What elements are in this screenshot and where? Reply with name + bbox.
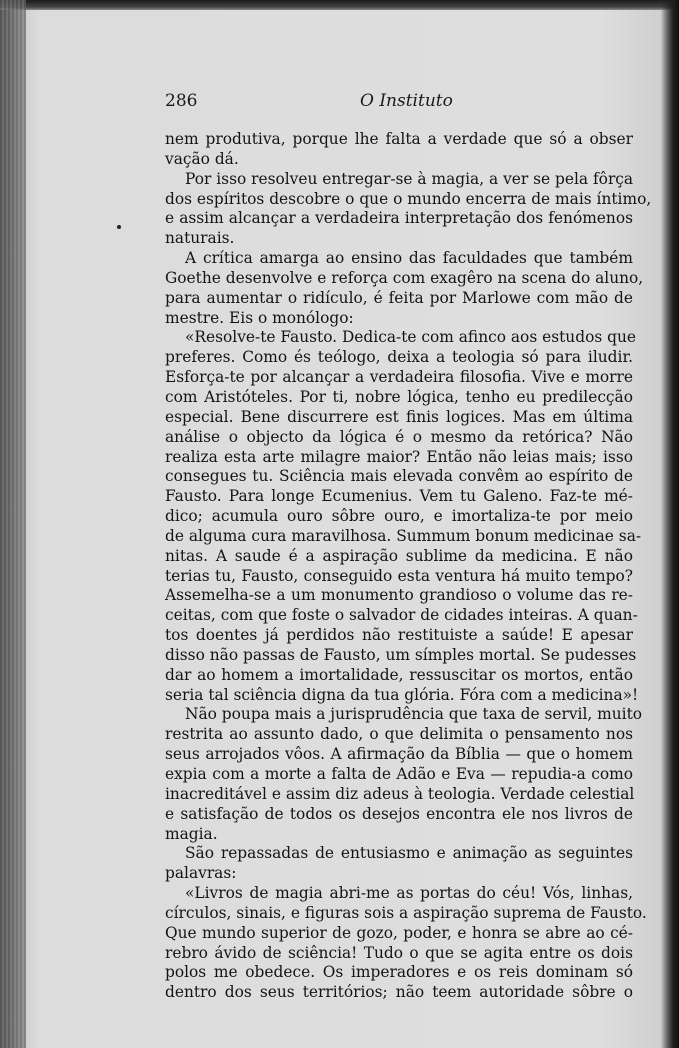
text-line: análise o objecto da lógica é o mesmo da retórica? Não [165,427,633,446]
text-line: seria tal sciência digna da tua glória. Fóra com a medicina»! [165,685,639,704]
text-line: Goethe desenvolve e reforça com exagêro na scena do aluno, [165,268,644,287]
text-line: polos me obedece. Os imperadores e os reis dominam só [165,963,633,982]
text-line: expia com a morte a falta de Adão e Eva — repudia-a como [165,765,633,783]
text-line: consegues tu. Sciência mais elevada convêm ao espírito de [165,467,633,486]
page-stack-left-edge [0,0,26,1048]
text-line: inacreditável e assim diz adeus à teologia. Verdade celestial [165,784,635,803]
text-line: dos espíritos descobre o que o mundo encerra de mais íntimo, [165,189,652,208]
text-line: Esforça-te por alcançar a verdadeira filosofia. Vive e morre [165,368,633,387]
text-line: São repassadas de entusiasmo e animação as seguintes [185,844,633,863]
text-line: dar ao homem a imortalidade, ressuscitar os mortos, então [165,665,633,684]
running-title: O Instituto [360,91,453,111]
text-line: ceitas, com que foste o salvador de cidades inteiras. A quan- [165,606,638,625]
text-line: Que mundo superior de gozo, poder, e honra se abre ao cé- [165,923,633,942]
text-line: e assim alcançar a verdadeira interpretação dos fenómenos [165,209,633,228]
text-line: vação dá. [165,149,239,168]
text-line: nem produtiva, porque lhe falta a verdade que só a obser [165,130,633,148]
text-line: «Livros de magia abri-me as portas do céu! Vós, linhas, [185,884,633,903]
text-line: seus arrojados vôos. A afirmação da Bíblia — que o homem [165,745,633,764]
text-line: Assemelha-se a um monumento grandioso o volume das re- [165,586,633,605]
text-line: mestre. Eis o monólogo: [165,308,354,327]
text-line: realiza esta arte milagre maior? Então não leias mais; isso [165,447,633,466]
scan-top-edge [0,0,679,10]
text-line: terias tu, Fausto, conseguido esta ventura há muito tempo? [165,566,633,585]
text-line: Por isso resolveu entregar-se à magia, a ver se pela fôrça [185,169,634,188]
text-line: preferes. Como és teólogo, deixa a teologia só para iludir. [165,348,633,367]
text-line: para aumentar o ridículo, é feita por Marlowe com mão de [165,288,633,307]
text-line: palavras: [165,864,237,883]
text-line: magia. [165,824,218,843]
page-header [165,91,635,113]
text-line: e satisfação de todos os desejos encontra ele nos livros de [165,804,633,823]
text-line: «Resolve-te Fausto. Dedica-te com afinco aos estudos que [185,328,636,347]
text-line: naturais. [165,229,235,248]
text-line: de alguma cura maravilhosa. Summum bonum medicinae sa- [165,526,642,545]
text-line: Fausto. Para longe Ecumenius. Vem tu Galeno. Faz-te mé- [165,487,633,506]
text-line: especial. Bene discurrere est finis logices. Mas em última [165,407,633,426]
text-line: tos doentes já perdidos não restituiste a saúde! E apesar [165,626,633,645]
text-line: disso não passas de Fausto, um símples mortal. Se pudesses [165,645,637,664]
text-line: A crítica amarga ao ensino das faculdades que também [185,249,633,268]
text-line: dentro dos seus territórios; não teem autoridade sôbre o [165,983,633,1002]
text-line: rebro ávido de sciência! Tudo o que se agita entre os dois [165,943,633,962]
scan-right-edge [661,0,679,1048]
text-line: Não poupa mais a jurisprudência que taxa de servil, muito [185,705,643,724]
text-line: com Aristóteles. Por ti, nobre lógica, tenho eu predilecção [165,387,633,406]
text-line: restrita ao assunto dado, o que delimita o pensamento nos [165,725,633,744]
ink-speck [117,225,121,229]
page-number: 286 [165,91,198,111]
text-line: círculos, sinais, e figuras sois a aspiração suprema de Fausto. [165,903,647,922]
text-line: nitas. A saude é a aspiração sublime da medicina. E não [165,546,633,565]
body-text [165,130,652,1003]
text-line: dico; acumula ouro sôbre ouro, e imortaliza-te por meio [165,507,633,526]
